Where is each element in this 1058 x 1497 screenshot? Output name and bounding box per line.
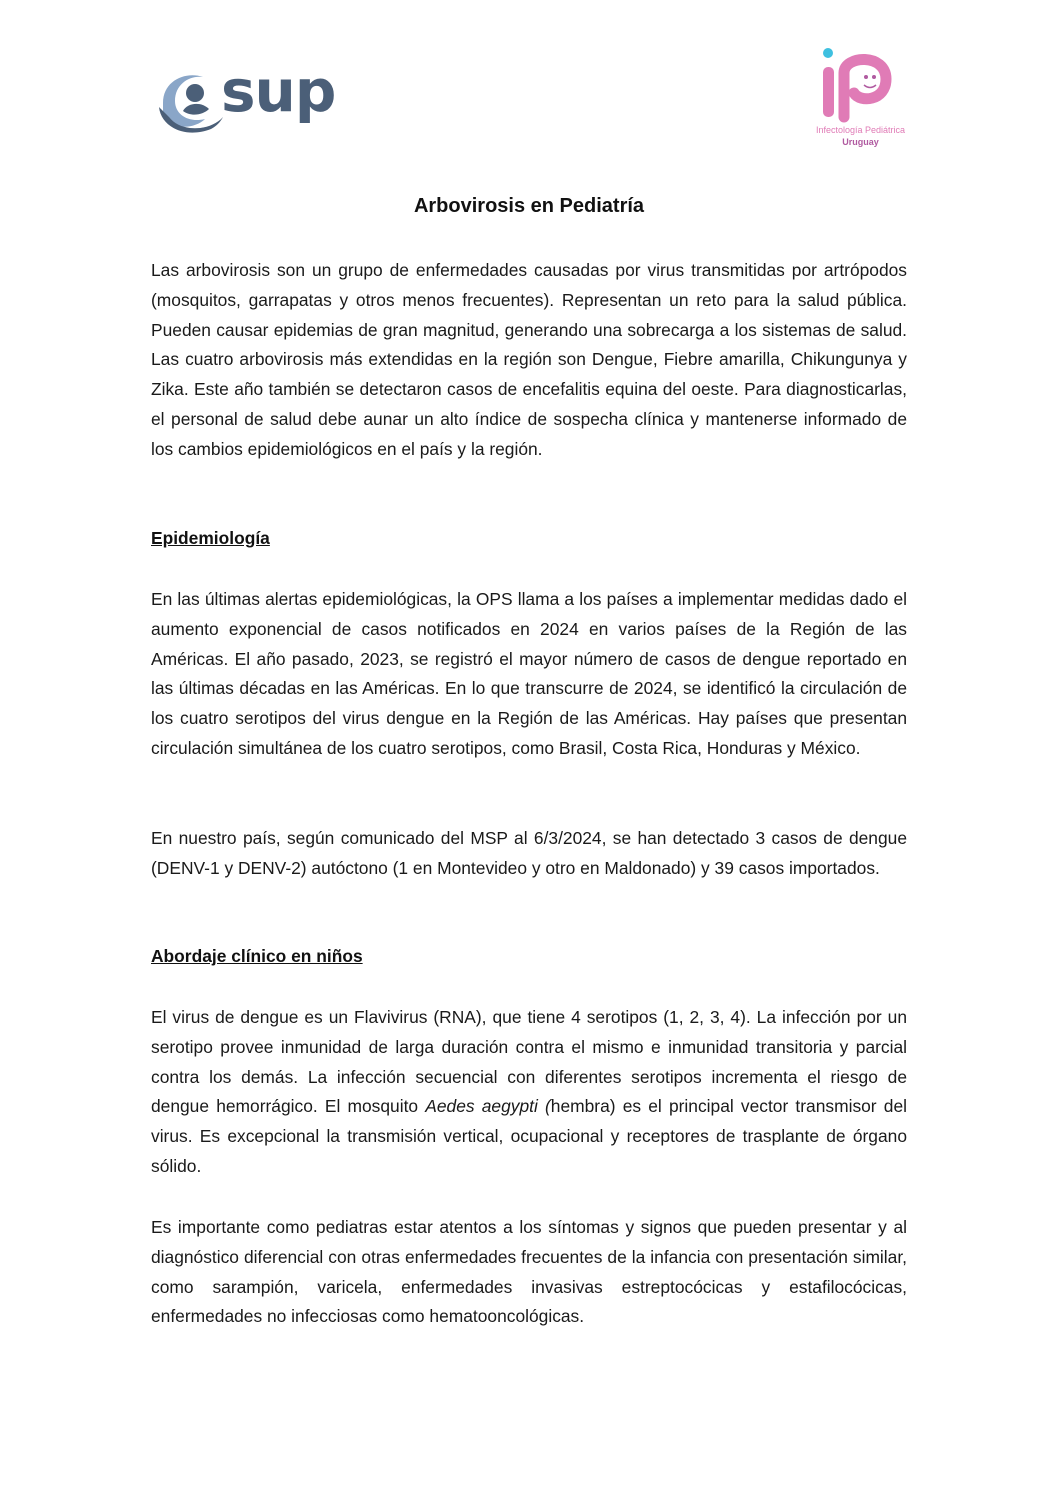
clinical-p1-text-a: El virus de dengue es un Flavivirus (RNA), que tiene 4 serotipos (1, 2, 3, 4). La infección por un serotipo provee inmunidad de larga duración contra el mismo e inmunidad transitoria y parcial contra los demás. La infección secuencial con diferentes serotipos incrementa el riesgo de dengue hemorrágico. El mosquito [151, 1007, 907, 1117]
clinical-p1-text-b: hembra) es el principal vector transmisor del virus. Es excepcional la transmisión vertical, ocupacional y receptores de trasplante de órgano sólido. [151, 1096, 907, 1176]
species-name: Aedes aegypti ( [425, 1096, 551, 1117]
epidemiology-heading: Epidemiología [151, 528, 270, 548]
intro-paragraph: Las arbovirosis son un grupo de enfermedades causadas por virus transmitidas por artrópodos (mosquitos, garrapatas y otros menos frecuentes). Representan un reto para la salud pública. Pueden causar epidemias de gran magnitud, generando una sobrecarga a los sistemas de salud. Las cuatro arbovirosis más extendidas en la región son Dengue, Fiebre amarilla, Chikungunya y Zika. Este año también se detectaron casos de encefalitis equina del oeste. Para diagnosticarlas, el personal de salud debe aunar un alto índice de sospecha clínica y mantenerse informado de los cambios epidemiológicos en el país y la región. [151, 260, 907, 459]
sup-logo [155, 57, 355, 141]
sup-emblem-icon [155, 63, 225, 141]
sup-wordmark: sup [221, 57, 336, 125]
document-title: Arbovirosis en Pediatría [413, 195, 645, 217]
clinical-heading: Abordaje clínico en niños [151, 946, 363, 966]
ip-caption-line1: Infectología Pediátrica [815, 125, 906, 135]
epidemiology-paragraph-2: En nuestro país, según comunicado del MSP al 6/3/2024, se han detectado 3 casos de dengue (DENV-1 y DENV-2) autóctono (1 en Montevideo y otro en Maldonado) y 39 casos importados. [151, 828, 907, 878]
clinical-paragraph-2: Es importante como pediatras estar atentos a los síntomas y signos que pueden presentar y al diagnóstico diferencial con otras enfermedades frecuentes de la infancia con presentación similar, como sarampión, varicela, enfermedades invasivas estreptocócicas y estafilocócicas, enfermedades no infecciosas como hematooncológicas. [151, 1217, 907, 1327]
ip-emblem-icon [808, 45, 913, 125]
epidemiology-paragraph-1: En las últimas alertas epidemiológicas, la OPS llama a los países a implementar medidas dado el aumento exponencial de casos notificados en 2024 en varios países de la Región de las Américas. El año pasado, 2023, se registró el mayor número de casos de dengue reportado en las últimas décadas en las Américas. En lo que transcurre de 2024, se identificó la circulación de los cuatro serotipos del virus dengue en la Región de las Américas. Hay países que presentan circulación simultánea de los cuatro serotipos, como Brasil, Costa Rica, Honduras y México. [151, 589, 907, 758]
ip-caption-line2: Uruguay [842, 137, 879, 147]
infectologia-pediatrica-logo [808, 45, 913, 155]
clinical-paragraph-1 [151, 1003, 907, 1182]
